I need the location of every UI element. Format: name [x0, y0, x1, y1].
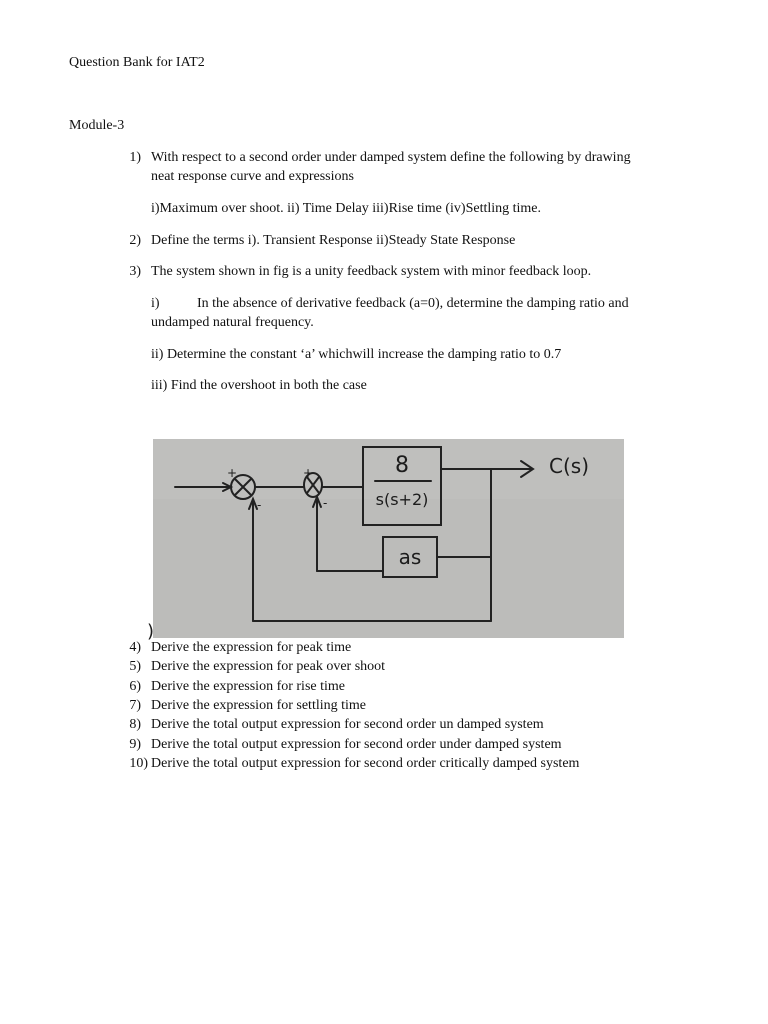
question-number: 4) [129, 640, 141, 655]
question-text: Define the terms i). Transient Response ii)Steady State Response [151, 233, 516, 248]
svg-text:-: - [323, 496, 328, 510]
forward-denominator: s(s+2) [375, 490, 429, 509]
question-number: 5) [129, 659, 141, 674]
svg-text:+: + [303, 466, 314, 480]
question-text: Derive the expression for settling time [151, 698, 366, 713]
question-text-line: neat response curve and expressions [151, 169, 354, 184]
module-heading: Module-3 [69, 118, 125, 133]
question-text: Derive the total output expression for second order under damped system [151, 737, 562, 752]
question-subparts: i)Maximum over shoot. ii) Time Delay iii)Rise time (iv)Settling time. [151, 201, 542, 216]
question-text: Derive the expression for peak over shoot [151, 659, 386, 674]
block-diagram [147, 439, 624, 642]
subpart-text: iii) Find the overshoot in both the case [151, 378, 367, 393]
question-number: 2) [129, 233, 141, 248]
output-label: C(s) [549, 454, 589, 478]
subpart-number: i) [151, 296, 160, 311]
question-number: 6) [129, 679, 141, 694]
document-title: Question Bank for IAT2 [69, 55, 205, 70]
block-diagram-photo [147, 439, 624, 642]
question-number: 3) [129, 264, 141, 279]
subpart-text: ii) Determine the constant ‘a’ whichwill increase the damping ratio to 0.7 [151, 347, 562, 362]
svg-text:-: - [257, 498, 262, 512]
svg-text:+: + [227, 466, 238, 480]
question-text: Derive the expression for rise time [151, 679, 345, 694]
question-text: The system shown in fig is a unity feedback system with minor feedback loop. [151, 264, 592, 279]
question-number: 7) [129, 698, 141, 713]
forward-numerator: 8 [395, 453, 409, 478]
question-number: 10) [129, 756, 148, 771]
feedback-block-label: as [398, 545, 422, 569]
svg-text:): ) [147, 621, 155, 642]
question-text-line: With respect to a second order under damped system define the following by drawing [151, 150, 631, 165]
question-number: 9) [129, 737, 141, 752]
question-number: 1) [129, 150, 141, 165]
question-text: Derive the total output expression for second order un damped system [151, 717, 544, 732]
question-text: Derive the expression for peak time [151, 640, 352, 655]
subpart-text-line: In the absence of derivative feedback (a=0), determine the damping ratio and [197, 296, 629, 311]
subpart-text-line: undamped natural frequency. [151, 315, 314, 330]
question-number: 8) [129, 717, 141, 732]
question-text: Derive the total output expression for second order critically damped system [151, 756, 580, 771]
